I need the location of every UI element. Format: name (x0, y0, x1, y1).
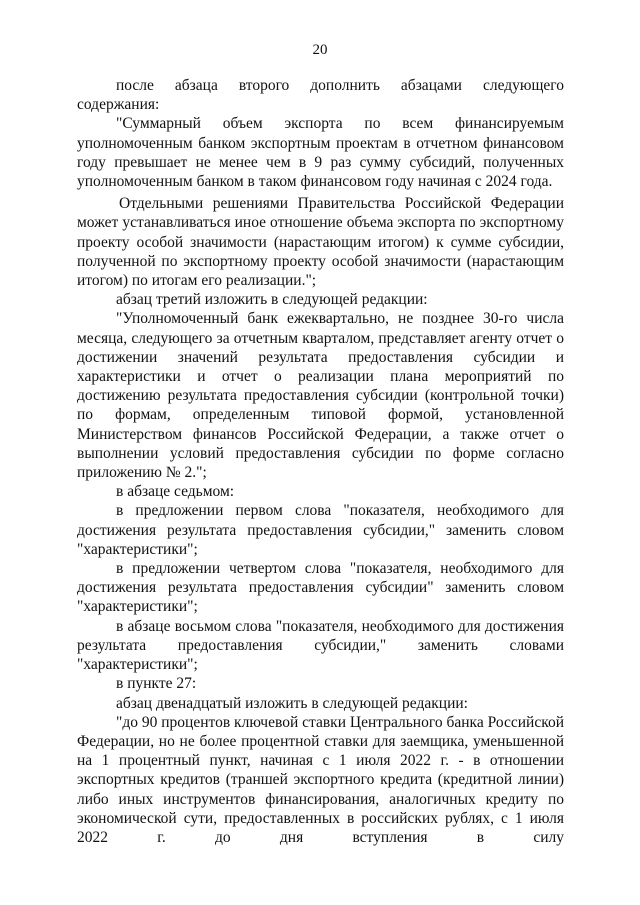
paragraph-intro: после абзаца второго дополнить абзацами следующего содержания: (77, 77, 564, 114)
paragraph-export-volume: "Суммарный объем экспорта по всем финансируемым уполномоченным банком экспортным проектам в отчетном финансовом году превышает не менее чем в 9 раз сумму субсидий, полученных уполномоченным банком в таком финансовом году начиная с 2024 года. (77, 115, 564, 191)
document-body (77, 76, 564, 847)
page-number: 20 (312, 42, 328, 58)
paragraph-point-27: в пункте 27: (116, 675, 197, 693)
paragraph-third-abzac: абзац третий изложить в следующей редакции: (116, 291, 428, 309)
paragraph-fourth-sentence: в предложении четвертом слова "показателя, необходимого для достижения результата предоставления субсидии" заменить словом "характеристики"; (77, 560, 564, 616)
paragraph-twelfth-abzac: абзац двенадцатый изложить в следующей редакции: (116, 694, 468, 712)
paragraph-first-sentence: в предложении первом слова "показателя, необходимого для достижения результата предоставления субсидии," заменить словом "характеристики"; (77, 502, 564, 558)
paragraph-government-decisions: Отдельными решениями Правительства Российской Федерации может устанавливаться иное отношение объема экспорта по экспортному проекту особой значимости (нарастающим итогом) к сумме субсидии, полученной по экспортному проекту особой значимости (нарастающим итогом) по итогам его реализации."; (77, 195, 564, 290)
paragraph-key-rate: "до 90 процентов ключевой ставки Центрального банка Российской Федерации, но не более процентной ставки для заемщика, уменьшенной на 1 процентный пункт, начиная с 1 июля 2022 г. - в отношении экспортных кредитов (траншей экспортного кредита (кредитной линии) либо иных инструментов финансирования, аналогичных кредиту по экономической сути, предоставленных в российских рублях, с 1 июля 2022 г. до дня вступления в силу (77, 713, 564, 846)
paragraph-eighth-abzac: в абзаце восьмом слова "показателя, необходимого для достижения результата предоставления субсидии," заменить словами "характеристики"; (77, 617, 564, 674)
paragraph-quarterly-report: "Уполномоченный банк ежеквартально, не позднее 30-го числа месяца, следующего за отчетным кварталом, представляет агенту отчет о достижении значений результата предоставления субсидии и характеристики и отчет о реализации плана мероприятий по достижению результата предоставления субсидии (контрольной точки) по формам, определенным типовой формой, установленной Министерством финансов Российской Федерации, а также отчет о выполнении условий предоставления субсидии по форме согласно приложению № 2."; (77, 310, 564, 482)
paragraph-seventh-abzac: в абзаце седьмом: (116, 483, 235, 501)
